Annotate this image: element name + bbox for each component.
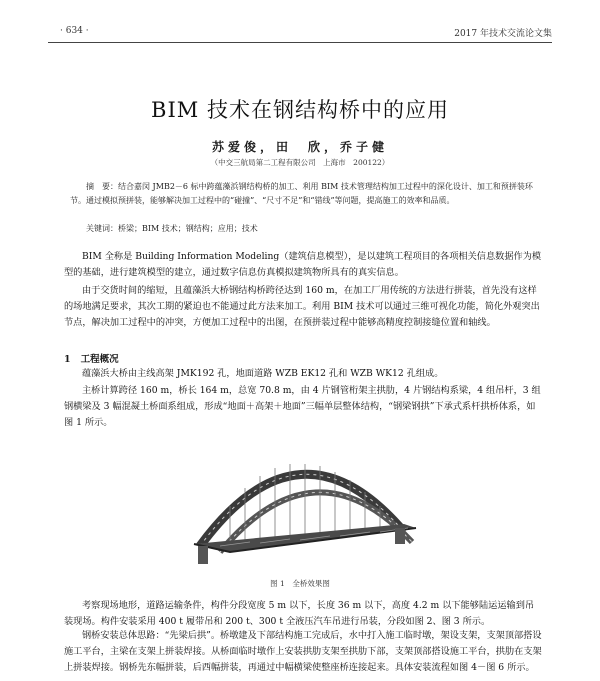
paper-title: BIM 技术在钢结构桥中的应用 <box>151 98 449 122</box>
abstract: 摘 要：结合嘉闵 JMB2－6 标中跨蕴藻浜钢结构桥的加工、利用 BIM 技术管理结构加工过程中的深化设计、加工和预拼装环节。通过模拟预拼装，能够解决加工过程中的“碰撞”、“尺寸不足”和“错线”等问题，提高施工的效率和品质。 <box>70 182 533 205</box>
figure-caption: 图 1 全桥效果图 <box>270 579 330 588</box>
keywords: 关键词：桥梁；BIM 技术；钢结构；应用；技术 <box>86 224 258 233</box>
section-title: 工程概况 <box>80 354 119 365</box>
overview-paragraph-2: 主桥计算跨径 160 m，桥长 164 m，总宽 70.8 m，由 4 片钢管桁架主拱肋，4 片钢结构系梁，4 组吊杆，3 组钢横梁及 3 幅混凝土桥面系组成，形成“地面＋高架＋地面”三幅单层整体结构，“钢梁钢拱”下承式系杆拱桥体系，如图 1 所示。 <box>64 385 541 428</box>
page-number: · 634 · <box>60 26 89 36</box>
overview-paragraph-1: 蕴藻浜大桥由主线高架 JMK192 孔，地面道路 WZB EK12 孔和 WZB WK12 孔组成。 <box>82 368 444 379</box>
bridge-rendering-figure <box>190 428 420 570</box>
intro-paragraph-1: BIM 全称是 Building Information Modeling（建筑信息模型），是以建筑工程项目的各项相关信息数据作为模型的基础，进行建筑模型的建立，通过数字信息仿真模拟建筑物所具有的真实信息。 <box>64 251 542 278</box>
affiliation: （中交三航局第二工程有限公司 上海市 200122） <box>210 158 390 167</box>
header-rule <box>48 42 552 43</box>
section-number: 1 <box>64 354 71 365</box>
transport-paragraph: 考察现场地形，道路运输条件，构件分段宽度 5 m 以下，长度 36 m 以下，高度 4.2 m 以下能够陆运运输到吊装现场。构件安装采用 400 t 履带吊和 200 t、300 t 全液压汽车吊进行吊装，分段如图 2、图 3 所示。 <box>64 600 535 627</box>
journal-title: 2017 年技术交流论文集 <box>454 29 552 39</box>
pier-right <box>395 528 405 544</box>
intro-paragraph-2: 由于交货时间的缩短，且蕴藻浜大桥钢结构桥跨径达到 160 m，在加工厂用传统的方法进行拼装，首先没有这样的场地满足要求，其次工期的紧迫也不能通过此方法来加工。利用 BIM 技术可以通过三维可视化功能，简化外观突出节点，解决加工过程中的冲突，方便加工过程中的出图，在预拼装过程中能够高精度控制接缝位置和轴线。 <box>64 285 540 328</box>
authors: 苏爱俊，田 欣，乔子健 <box>211 140 388 154</box>
pier-left <box>198 546 208 564</box>
installation-paragraph: 钢桥安装总体思路：“先梁后拱”。桥墩建及下部结构施工完成后，水中打入施工临时墩，架设支架，支架顶部搭设施工平台，主梁在支架上拼装焊接。从桥面临时墩作上安装拱肋支架至拱肋下部，支架顶部搭设施工平台，拱肋在支架上拼装焊接。钢桥先东幅拼装，后西幅拼装，再通过中幅横梁使整座桥连接起来。具体安装流程如图 4－图 6 所示。 <box>64 630 542 673</box>
section-heading <box>64 351 129 365</box>
